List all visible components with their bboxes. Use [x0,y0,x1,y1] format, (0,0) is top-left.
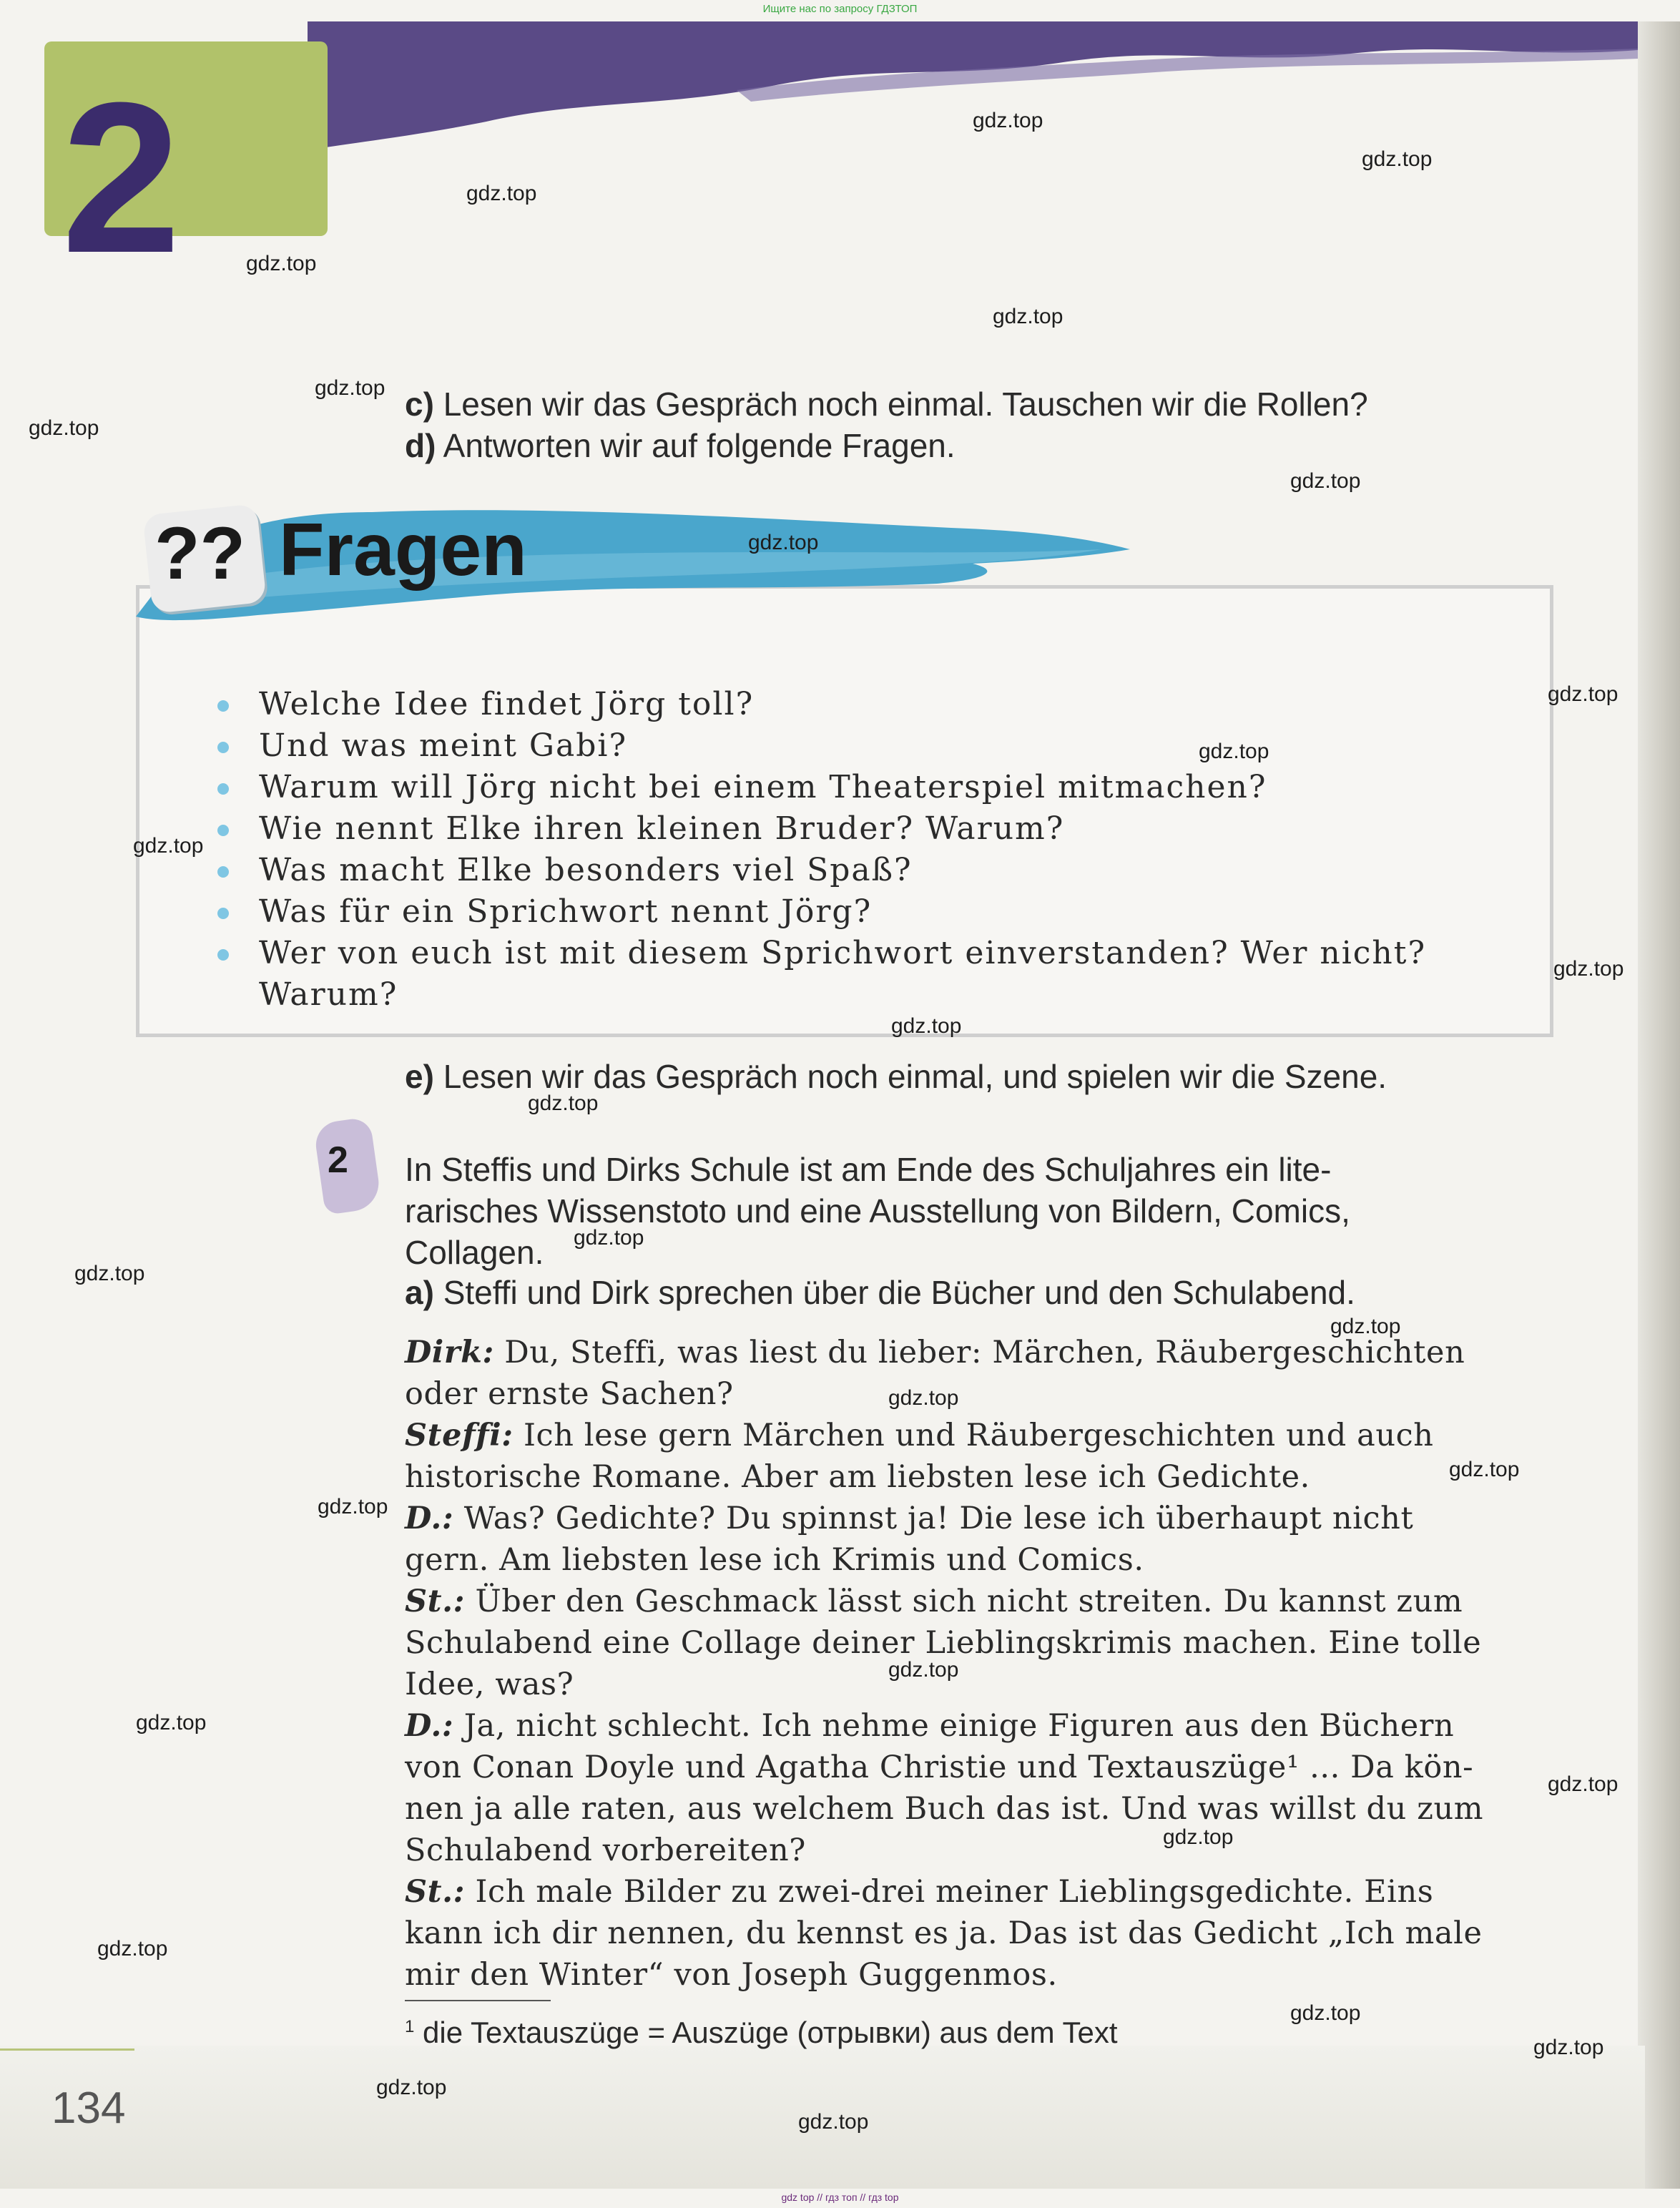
dialogue-line: nen ja alle raten, aus welchem Buch das ist. Und was willst du zum [405,1791,1484,1827]
dialogue-line: oder ernste Sachen? [405,1376,734,1412]
fragen-question-marks: ?? [154,512,246,595]
watermark: gdz.top [574,1226,644,1250]
bottom-note: gdz top // гдз топ // гдз top [781,2192,899,2203]
chapter-number: 2 [62,57,181,298]
page-number-rule [0,2048,134,2051]
watermark: gdz.top [136,1711,207,1734]
watermark: gdz.top [1330,1315,1401,1338]
dialogue-line: gern. Am liebsten lese ich Krimis und Comics. [405,1542,1144,1578]
footnote-rule [405,2000,551,2001]
watermark: gdz.top [29,416,99,440]
speaker-label: St.: [405,1584,466,1619]
page-spine-shadow [1638,21,1680,2189]
bullet-icon [217,700,229,712]
watermark: gdz.top [888,1658,959,1682]
exercise-intro-line: Collagen. [405,1234,544,1271]
watermark: gdz.top [315,376,385,400]
dialogue-text: Was? Gedichte? Du spinnst ja! Die lese ich überhaupt nicht [463,1501,1414,1536]
bullet-icon [217,866,229,878]
watermark: gdz.top [97,1937,168,1961]
speaker-label: D.: [405,1708,454,1744]
speaker-label: St.: [405,1874,466,1910]
task-c-text: Lesen wir das Gespräch noch einmal. Tauschen wir die Rollen? [443,386,1368,423]
watermark: gdz.top [1548,682,1618,706]
watermark: gdz.top [1199,740,1269,763]
watermark: gdz.top [74,1262,145,1285]
task-d [405,425,956,466]
task-d-label: d) [405,427,436,464]
page-number: 134 [51,2084,126,2133]
dialogue-line: kann ich dir nennen, du kennst es ja. Das ist das Gedicht „Ich male [405,1915,1483,1951]
dialogue-line [405,1705,1454,1747]
watermark: gdz.top [318,1495,388,1518]
watermark: gdz.top [1362,147,1433,171]
footnote [405,2008,1118,2051]
question-6: Was für ein Sprichwort nennt Jörg? [259,893,873,930]
task-a-text: Steffi und Dirk sprechen über die Bücher und den Schulabend. [443,1274,1355,1311]
speaker-label: Dirk: [405,1335,494,1370]
dialogue-line: Idee, was? [405,1667,574,1702]
watermark: gdz.top [133,834,204,858]
dialogue-line [405,1871,1433,1913]
fragen-title: Fragen [279,509,527,592]
question-1: Welche Idee findet Jörg toll? [259,686,755,722]
speaker-label: Steffi: [405,1418,514,1453]
dialogue-text: Über den Geschmack lässt sich nicht streiten. Du kannst zum [475,1584,1463,1619]
task-c [405,383,1368,425]
watermark: gdz.top [1548,1772,1618,1796]
watermark: gdz.top [1163,1825,1234,1849]
question-7: Wer von euch ist mit diesem Sprichwort einverstanden? Wer nicht? [259,935,1427,971]
question-5: Was macht Elke besonders viel Spaß? [259,852,913,888]
exercise-intro-line: In Steffis und Dirks Schule ist am Ende des Schuljahres ein lite- [405,1151,1332,1188]
watermark: gdz.top [1533,2036,1604,2059]
dialogue-line: historische Romane. Aber am liebsten lese ich Gedichte. [405,1459,1310,1495]
watermark: gdz.top [1553,957,1624,981]
dialogue-text: Ja, nicht schlecht. Ich nehme einige Figuren aus den Büchern [463,1708,1455,1744]
task-a-label: a) [405,1274,434,1311]
dialogue-text: Ich lese gern Märchen und Räubergeschichten und auch [523,1418,1434,1453]
watermark: gdz.top [891,1014,962,1038]
watermark: gdz.top [1290,469,1361,493]
bullet-icon [217,783,229,795]
dialogue-line: mir den Winter“ von Joseph Guggenmos. [405,1957,1058,1993]
watermark: gdz.top [798,2110,869,2134]
task-a [405,1272,1355,1313]
question-2: Und was meint Gabi? [259,727,628,764]
watermark: gdz.top [466,182,537,205]
question-7-continued: Warum? [259,976,398,1013]
exercise-intro-line: rarisches Wissenstoto und eine Ausstellung von Bildern, Comics, [405,1192,1350,1230]
dialogue-line: Schulabend eine Collage deiner Lieblingskrimis machen. Eine tolle [405,1625,1482,1661]
dialogue-line [405,1498,1413,1539]
watermark: gdz.top [528,1091,599,1115]
speaker-label: D.: [405,1501,454,1536]
bullet-icon [217,949,229,961]
top-note: Ищите нас по запросу ГДЗТОП [762,3,918,15]
bullet-icon [217,742,229,753]
dialogue-line: von Conan Doyle und Agatha Christie und Textauszüge¹ ... Da kön- [405,1750,1474,1785]
task-c-label: c) [405,386,434,423]
watermark: gdz.top [748,531,819,554]
dialogue-line [405,1332,1465,1373]
exercise-number: 2 [328,1139,348,1181]
watermark: gdz.top [1290,2001,1361,2025]
watermark: gdz.top [246,252,317,275]
question-3: Warum will Jörg nicht bei einem Theaterspiel mitmachen? [259,769,1267,805]
watermark: gdz.top [888,1386,959,1410]
dialogue-line [405,1415,1434,1456]
dialogue-text: Ich male Bilder zu zwei-drei meiner Lieblingsgedichte. Eins [475,1874,1434,1910]
watermark: gdz.top [973,109,1043,132]
question-4: Wie nennt Elke ihren kleinen Bruder? Warum? [259,810,1065,847]
footnote-text: die Textauszüge = Auszüge (отрывки) aus dem Text [423,2016,1118,2049]
bullet-icon [217,825,229,836]
dialogue-line [405,1581,1463,1622]
task-e-text: Lesen wir das Gespräch noch einmal, und spielen wir die Szene. [443,1058,1387,1095]
bullet-icon [217,908,229,919]
dialogue-line: Schulabend vorbereiten? [405,1832,806,1868]
watermark: gdz.top [993,305,1063,328]
footnote-mark: 1 [405,2017,415,2036]
watermark: gdz.top [376,2076,447,2099]
task-e-label: e) [405,1058,434,1095]
dialogue-text: Du, Steffi, was liest du lieber: Märchen, Räubergeschichten [504,1335,1465,1370]
task-d-text: Antworten wir auf folgende Fragen. [443,427,956,464]
watermark: gdz.top [1449,1458,1520,1481]
